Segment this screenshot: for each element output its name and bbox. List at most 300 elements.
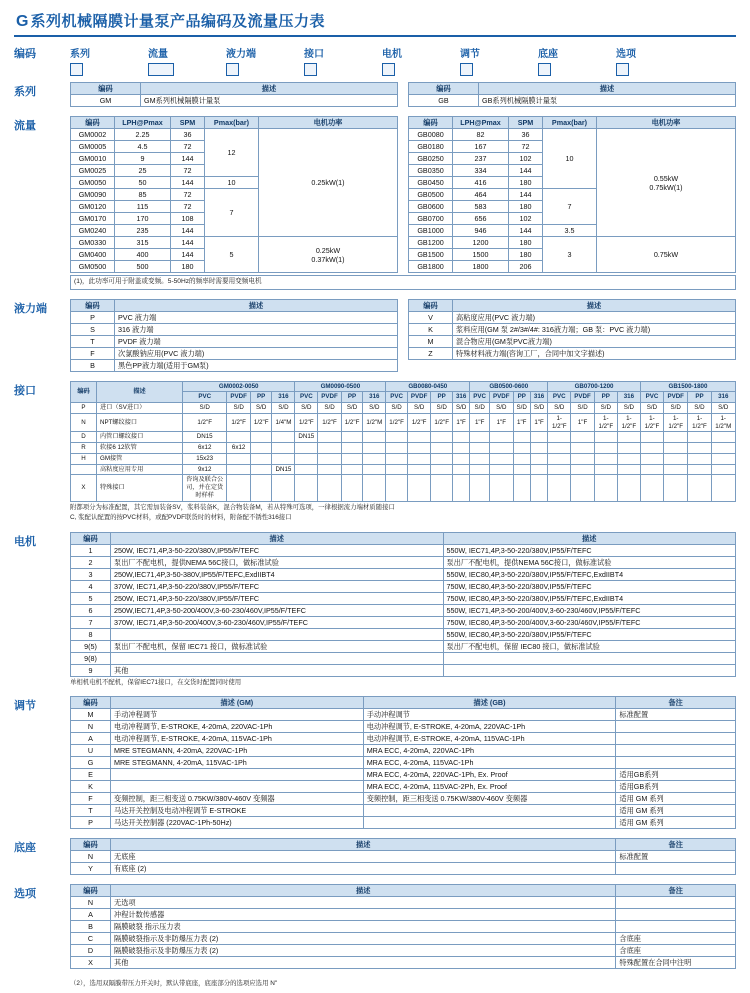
cell-desc-gm: 电动冲程调节, E-STROKE, 4-20mA, 220VAC-1Ph (111, 721, 364, 733)
cell-size (470, 432, 490, 443)
cell-desc-gm: 370W, IEC71,4P,3-50-220/380V,IP55/F/TEFC (111, 580, 444, 592)
table-row (71, 721, 736, 733)
cell-desc-gm: 手动冲程调节 (111, 709, 364, 721)
code-item-label: 底座 (538, 49, 558, 60)
cell-size: 1-1/2"F (548, 413, 571, 432)
cell-code: 2 (71, 556, 111, 568)
cell-size (640, 453, 663, 464)
col-material: PP (341, 392, 363, 403)
col-material: PVDF (318, 392, 342, 403)
cell-code: E (71, 769, 111, 781)
cell-lph: 85 (115, 189, 171, 201)
cell-desc-gb (443, 664, 736, 676)
cell-spm: 180 (509, 201, 543, 213)
col-desc: 描述 (479, 83, 736, 95)
cell-size: S/D (513, 403, 530, 414)
cell-size (272, 475, 295, 501)
col-code: 编码 (71, 839, 111, 851)
cell-size: 1/2"F (250, 413, 272, 432)
cell-remark: 适用GB系列 (616, 769, 736, 781)
cell-size: 1-1/2"F (617, 413, 640, 432)
cell-code: GM0500 (71, 261, 115, 273)
cell-lph: 500 (115, 261, 171, 273)
cell-lph: 315 (115, 237, 171, 249)
section-series (14, 82, 736, 107)
cell-code: B (71, 921, 111, 933)
table-row (71, 769, 736, 781)
cell-spm: 144 (171, 249, 205, 261)
cell-size: 1"F (470, 413, 490, 432)
cell-size (386, 464, 408, 475)
cell-size (711, 443, 736, 454)
cell-desc-gb: 550W, IEC80,4P,3-50-220/380V,IP55/F/TEFC,ExdIIBT4 (443, 568, 736, 580)
col-material: PP (250, 392, 272, 403)
cell-desc-gb (443, 652, 736, 664)
cell-size: S/D (688, 403, 711, 414)
cell-size (250, 475, 272, 501)
col-material: PVDF (227, 392, 251, 403)
cell-code: T (71, 805, 111, 817)
code-item-label: 液力端 (226, 49, 256, 60)
cell-spm: 72 (171, 189, 205, 201)
cell-desc-gm: 370W, IEC71,4P,3-50-200/400V,3-60-230/460V,IP55/F/TEFC (111, 616, 444, 628)
cell-remark: 特殊配置在合同中注明 (616, 957, 736, 969)
cell-size: 1-1/2"F (640, 413, 663, 432)
code-box-motor[interactable] (382, 63, 395, 76)
cell-code: C (71, 933, 111, 945)
cell-size (363, 475, 386, 501)
cell-size (530, 453, 547, 464)
cell-size: 1-1/2"F (663, 413, 687, 432)
flow-note-table (70, 275, 736, 290)
cell-pmax: 3 (543, 237, 597, 273)
code-item-regulation (460, 45, 538, 76)
cell-code: GM0002 (71, 129, 115, 141)
section-label-base: 底座 (14, 842, 36, 855)
cell-size: DN15 (272, 464, 295, 475)
cell-desc: PVC 液力端 (115, 311, 398, 323)
cell-size: 15x23 (183, 453, 227, 464)
cell-lph: 167 (453, 141, 509, 153)
cell-size (386, 432, 408, 443)
cell-lph: 400 (115, 249, 171, 261)
cell-spm: 144 (509, 189, 543, 201)
cell-remark (616, 909, 736, 921)
cell-code: P (71, 403, 97, 414)
cell-lph: 235 (115, 225, 171, 237)
cell-desc-gm: 变频控制，距三相变送 0.75KW/380V-460V 变频器 (111, 793, 364, 805)
cell-size (295, 475, 318, 501)
cell-code: K (71, 781, 111, 793)
cell-code: 9 (71, 664, 111, 676)
cell-pmax: 12 (205, 129, 259, 177)
cell-lph: 1200 (453, 237, 509, 249)
cell-lph: 25 (115, 165, 171, 177)
cell-spm: 72 (171, 141, 205, 153)
cell-size: DN15 (295, 432, 318, 443)
cell-desc: 特殊材料液力端(咨询工厂，合同中加文字描述) (453, 347, 736, 359)
table-row (71, 921, 736, 933)
table-row (409, 237, 736, 249)
cell-size (530, 432, 547, 443)
section-liquid-end (14, 299, 736, 372)
cell-spm: 144 (171, 225, 205, 237)
cell-size: S/D (663, 403, 687, 414)
cell-code: GM0170 (71, 213, 115, 225)
table-row (71, 745, 736, 757)
cell-desc: GB系列机械隔膜计量泵 (479, 95, 736, 107)
cell-desc-gm: 250W, IEC71,4P,3-50-220/380V,IP55/F/TEFC (111, 592, 444, 604)
cell-size: 6x12 (183, 443, 227, 454)
code-box-liquid-end[interactable] (226, 63, 239, 76)
cell-size (407, 443, 431, 454)
col-material: PP (688, 392, 711, 403)
cell-code: R (71, 443, 97, 454)
cell-size (386, 475, 408, 501)
code-box-options[interactable] (616, 63, 629, 76)
cell-size (617, 443, 640, 454)
cell-desc: 隔膜破裂指示及非防爆压力表 (2) (111, 945, 616, 957)
cell-remark (616, 721, 736, 733)
cell-remark (616, 897, 736, 909)
cell-pmax: 3.5 (543, 225, 597, 237)
cell-pmax: 10 (543, 129, 597, 189)
table-row (71, 640, 736, 652)
cell-size: 9x12 (183, 464, 227, 475)
flow-table-gb (408, 116, 736, 273)
cell-code: F (71, 347, 115, 359)
table-row (71, 95, 398, 107)
cell-remark: 含底座 (616, 933, 736, 945)
cell-size (617, 453, 640, 464)
code-item-base (538, 45, 616, 76)
table-row (409, 347, 736, 359)
section-base (14, 838, 736, 875)
table-row (409, 129, 736, 141)
motor-note: 单相机电机不配机，保留IEC71接口，在交货时配置同时使用 (70, 678, 242, 686)
col-material: 316 (272, 392, 295, 403)
cell-code: N (71, 897, 111, 909)
cell-size (250, 464, 272, 475)
cell-spm: 206 (509, 261, 543, 273)
cell-size (688, 443, 711, 454)
col-material: PVDF (407, 392, 431, 403)
cell-desc: 次氯酸钠应用(PVC 液力端) (115, 347, 398, 359)
cell-desc-gm: 马达开关控制器 (220VAC-1Ph-50Hz) (111, 817, 364, 829)
cell-code: GB0080 (409, 129, 453, 141)
cell-size (571, 453, 595, 464)
cell-size (571, 464, 595, 475)
cell-code: 1 (71, 544, 111, 556)
cell-size (407, 432, 431, 443)
cell-desc-gm: 其他 (111, 664, 444, 676)
cell-code: G (71, 757, 111, 769)
cell-lph: 656 (453, 213, 509, 225)
cell-code: X (71, 957, 111, 969)
code-box-flow[interactable] (148, 63, 174, 76)
cell-code: GM0005 (71, 141, 115, 153)
cell-size (513, 432, 530, 443)
series-table-gb (408, 82, 736, 107)
cell-size (513, 475, 530, 501)
cell-desc: PVDF 液力端 (115, 335, 398, 347)
cell-spm: 144 (509, 225, 543, 237)
cell-desc: 特殊接口 (97, 475, 183, 501)
section-label-motor: 电机 (14, 535, 36, 548)
cell-size: S/D (711, 403, 736, 414)
col-desc-gb: 描述 (GB) (363, 697, 616, 709)
table-row (71, 733, 736, 745)
cell-size (295, 464, 318, 475)
table-row (71, 129, 398, 141)
col-group: GB1500-1800 (640, 381, 735, 392)
section-label-liquid-end: 液力端 (14, 302, 47, 315)
table-row (71, 475, 736, 501)
cell-remark (616, 757, 736, 769)
cell-size (272, 453, 295, 464)
cell-size (663, 453, 687, 464)
table-row (71, 757, 736, 769)
col-spm: SPM (171, 117, 205, 129)
cell-size (530, 464, 547, 475)
cell-size (663, 464, 687, 475)
cell-code: GB0500 (409, 189, 453, 201)
cell-desc: NPT螺纹接口 (97, 413, 183, 432)
cell-code: 9(5) (71, 640, 111, 652)
table-row (409, 311, 736, 323)
cell-code: K (409, 323, 453, 335)
cell-desc-gm: 250W, IEC71,4P,3-50-220/380V,IP55/F/TEFC (111, 544, 444, 556)
cell-desc-gm: 马达开关控制及电动冲程调节 E-STROKE (111, 805, 364, 817)
cell-code: D (71, 945, 111, 957)
col-code: 编码 (71, 885, 111, 897)
table-row (71, 805, 736, 817)
cell-spm: 102 (509, 153, 543, 165)
page-footnote: （2），选用双隔膜带压力开关时，默认带底座，底座部分的选项应选用 N" (70, 980, 278, 988)
col-pmax: Pmax(bar) (543, 117, 597, 129)
col-lph: LPH@Pmax (453, 117, 509, 129)
cell-remark: 标准配置 (616, 851, 736, 863)
cell-spm: 180 (509, 237, 543, 249)
cell-lph: 4.5 (115, 141, 171, 153)
cell-size (530, 475, 547, 501)
cell-size (341, 475, 363, 501)
col-lph: LPH@Pmax (115, 117, 171, 129)
cell-size (363, 443, 386, 454)
col-code: 编码 (409, 83, 479, 95)
cell-code: A (71, 733, 111, 745)
cell-code: GM0050 (71, 177, 115, 189)
cell-code: T (71, 335, 115, 347)
code-item-label: 选项 (616, 49, 636, 60)
cell-pmax: 7 (205, 189, 259, 237)
table-row (71, 403, 736, 414)
cell-desc-gb: 750W, IEC80,4P,3-50-220/380V,IP55/F/TEFC (443, 580, 736, 592)
table-row (71, 909, 736, 921)
code-item-options (616, 45, 694, 76)
cell-size (295, 453, 318, 464)
cell-lph: 1800 (453, 261, 509, 273)
cell-desc: 软接6 12软管 (97, 443, 183, 454)
cell-code: 9(8) (71, 652, 111, 664)
cell-size (341, 432, 363, 443)
cell-size (688, 475, 711, 501)
col-remark: 备注 (616, 885, 736, 897)
section-label-series: 系列 (14, 86, 36, 98)
table-row (71, 817, 736, 829)
cell-size: 1"F (452, 413, 469, 432)
cell-code: GM0010 (71, 153, 115, 165)
cell-size (318, 443, 342, 454)
cell-lph: 416 (453, 177, 509, 189)
cell-size (548, 475, 571, 501)
code-box-connection[interactable] (304, 63, 317, 76)
cell-desc-gb: 750W, IEC80,4P,3-50-220/380V,IP55/F/TEFC,ExdIIBT4 (443, 592, 736, 604)
cell-size (470, 443, 490, 454)
title-prefix: G (16, 13, 29, 30)
cell-size: S/D (250, 403, 272, 414)
cell-size: S/D (363, 403, 386, 414)
cell-spm: 144 (171, 237, 205, 249)
options-table (70, 884, 736, 969)
cell-size: S/D (530, 403, 547, 414)
cell-size (548, 443, 571, 454)
cell-size (688, 464, 711, 475)
table-row (71, 413, 736, 432)
cell-code: 6 (71, 604, 111, 616)
cell-size (386, 453, 408, 464)
cell-lph: 9 (115, 153, 171, 165)
cell-size (452, 432, 469, 443)
cell-desc-gm (111, 769, 364, 781)
table-row (71, 568, 736, 580)
cell-size (617, 475, 640, 501)
cell-remark (616, 733, 736, 745)
cell-desc-gb (363, 817, 616, 829)
cell-desc-gm (111, 628, 444, 640)
col-material: PVDF (571, 392, 595, 403)
cell-desc: 无选项 (111, 897, 616, 909)
cell-spm: 102 (509, 213, 543, 225)
cell-code: H (71, 453, 97, 464)
cell-size (513, 443, 530, 454)
cell-desc-gm: 250W,IEC71,4P,3-50-200/400V,3-60-230/460V,IP55/F/TEFC (111, 604, 444, 616)
section-motor (14, 532, 736, 688)
cell-desc-gm: 电动冲程调节, E-STROKE, 4-20mA, 115VAC-1Ph (111, 733, 364, 745)
cell-size (548, 453, 571, 464)
cell-size (431, 475, 453, 501)
cell-desc: 316 液力端 (115, 323, 398, 335)
code-item-label: 接口 (304, 49, 324, 60)
flow-note: (1)，此功率可用于附盖或变频。5-50Hz的频率时需要用变频电机 (71, 276, 736, 290)
code-item-connection (304, 45, 382, 76)
code-item-motor (382, 45, 460, 76)
cell-remark (616, 863, 736, 875)
cell-size: 6x12 (227, 443, 251, 454)
table-row (409, 335, 736, 347)
col-group: GB0500-0600 (470, 381, 548, 392)
cell-spm: 180 (171, 261, 205, 273)
connection-note-2: C, 浆配认配置的按PVC材料，或配PVDF联货时的材料，附备配不锈性316接口 (70, 514, 292, 522)
table-row (71, 957, 736, 969)
table-row (71, 933, 736, 945)
cell-size (431, 464, 453, 475)
cell-size (318, 475, 342, 501)
cell-size: 1/4"M (272, 413, 295, 432)
regulation-table (70, 696, 736, 829)
cell-code: Y (71, 863, 111, 875)
table-row (71, 652, 736, 664)
section-options (14, 884, 736, 969)
cell-size (318, 453, 342, 464)
cell-size (452, 443, 469, 454)
cell-size: 1"F (530, 413, 547, 432)
code-item-series (70, 45, 148, 76)
code-box-regulation[interactable] (460, 63, 473, 76)
cell-size (431, 432, 453, 443)
col-remark: 备注 (616, 697, 736, 709)
cell-code: P (71, 311, 115, 323)
col-code: 编码 (71, 697, 111, 709)
col-material: PVC (640, 392, 663, 403)
col-material: PVDF (490, 392, 514, 403)
connection-note-1: 附都项分为标准配置，其它需加装备SV，浆料装备K，混合物装备M，若从特殊可选项，一律根据流力端材质随接口 (70, 503, 395, 511)
cell-lph: 1500 (453, 249, 509, 261)
cell-desc: 浆料应用(GM 泵 2#/3#/4#: 316液力端；GB 泵：PVC 液力端) (453, 323, 736, 335)
cell-size (663, 475, 687, 501)
cell-size: S/D (548, 403, 571, 414)
cell-desc-gm: 泵出厂不配电机，保留 IEC71 接口，做标准试验 (111, 640, 444, 652)
cell-spm: 180 (509, 177, 543, 189)
cell-size: S/D (183, 403, 227, 414)
cell-desc-gb: 750W, IEC80,4P,3-50-200/400V,3-60-230/460V,IP55/F/TEFC (443, 616, 736, 628)
cell-pmax: 10 (205, 177, 259, 189)
section-label-regulation: 调节 (14, 700, 36, 713)
code-box-base[interactable] (538, 63, 551, 76)
cell-power: 0.25kW 0.37kW(1) (259, 237, 398, 273)
col-group: GB0080-0450 (386, 381, 470, 392)
cell-size: 1/2"M (363, 413, 386, 432)
cell-lph: 464 (453, 189, 509, 201)
cell-size (640, 475, 663, 501)
cell-size: 1"F (571, 413, 595, 432)
cell-desc: 高粘度应用(PVC 液力端) (453, 311, 736, 323)
cell-size (470, 453, 490, 464)
cell-desc: 隔膜破裂 指示压力表 (111, 921, 616, 933)
cell-code: N (71, 721, 111, 733)
cell-desc-gb: 泵出厂不配电机，保留 IEC80 接口，做标准试验 (443, 640, 736, 652)
cell-size: 1/2"F (407, 413, 431, 432)
cell-size (571, 443, 595, 454)
cell-spm: 36 (509, 129, 543, 141)
cell-size (711, 475, 736, 501)
cell-size: S/D (470, 403, 490, 414)
code-box-series[interactable] (70, 63, 83, 76)
col-pmax: Pmax(bar) (205, 117, 259, 129)
cell-size: S/D (617, 403, 640, 414)
cell-remark: 标准配置 (616, 709, 736, 721)
col-desc: 描述 (141, 83, 398, 95)
cell-code: D (71, 432, 97, 443)
cell-remark: 适用GB系列 (616, 781, 736, 793)
cell-size: S/D (490, 403, 514, 414)
table-row (71, 453, 736, 464)
table-row (71, 664, 736, 676)
cell-size (490, 464, 514, 475)
cell-spm: 144 (509, 165, 543, 177)
section-connection (14, 381, 736, 523)
cell-code: GB1000 (409, 225, 453, 237)
